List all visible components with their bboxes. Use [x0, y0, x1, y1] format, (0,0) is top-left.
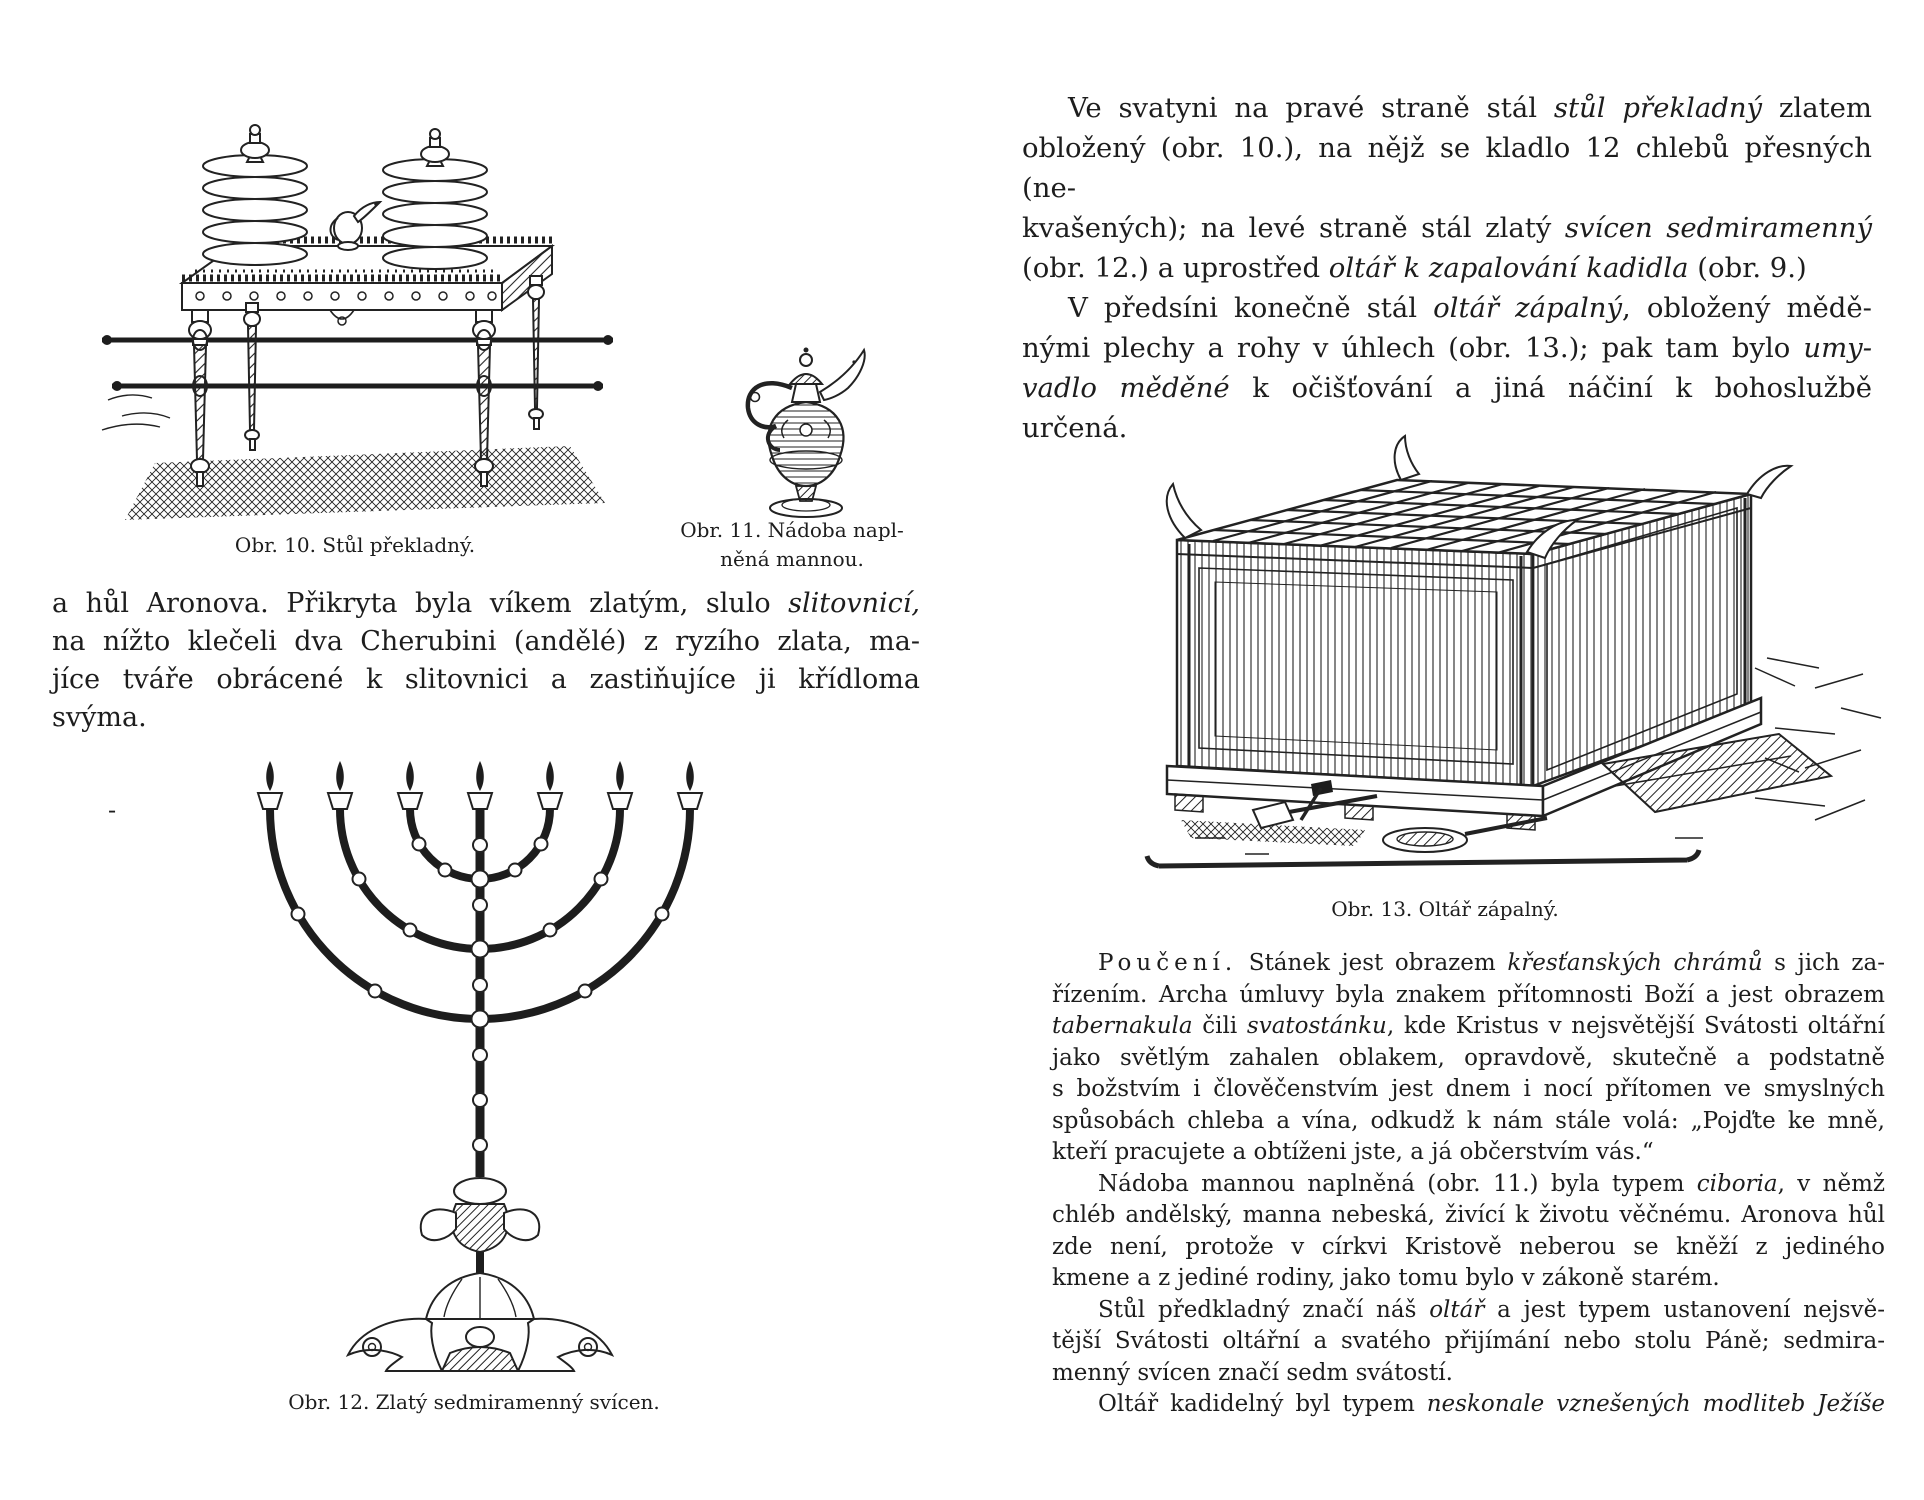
right-page-lesson-paragraphs — [1052, 948, 1885, 1421]
figure-11-caption-line1: Obr. 11. Nádoba napl- — [680, 518, 904, 542]
figure-10-caption — [140, 531, 570, 560]
text-line: spůsobách chleba a vína, odkudž k nám stále volá: „Pojďte ke mně, — [1052, 1107, 1885, 1134]
figure-13-caption-text: Obr. 13. Oltář zápalný. — [1331, 897, 1559, 921]
text-line: obložený (obr. 10.), na nějž se kladlo 12 chlebů přesných (ne- — [1022, 132, 1872, 204]
text-line: kmene a z jediné rodiny, jako tomu bylo v zákoně starém. — [1052, 1265, 1720, 1291]
text-line: nými plechy a rohy v úhlech (obr. 13.); pak tam bylo umy- — [1022, 332, 1872, 364]
text-line: jíce tváře obrácené k slitovnici a zastiňujíce ji křídloma — [52, 664, 920, 695]
figure-10-caption-text: Obr. 10. Stůl překladný. — [234, 533, 476, 557]
text-line: menný svícen značí sedm svátostí. — [1052, 1359, 1453, 1386]
table-of-showbread-illustration — [100, 78, 615, 528]
text-line: jako světlým zahalen oblakem, opravdově, skutečně a podstatně — [1052, 1044, 1885, 1071]
figure-13-caption — [1230, 895, 1660, 924]
figure-12-caption-text: Obr. 12. Zlatý sedmiramenný svícen. — [288, 1390, 660, 1414]
text-line: tější Svátosti oltářní a svatého přijímání nebo stolu Páně; sedmira- — [1052, 1328, 1885, 1354]
paragraph-stul-predkladny — [1052, 1295, 1885, 1390]
text-line: tabernakula čili svatostánku, kde Kristus v nejsvětější Svátosti oltářní — [1052, 1013, 1885, 1039]
text-line: chléb andělský, manna nebeská, živící k životu věčnému. Aronova hůl — [1052, 1202, 1885, 1228]
text-line: kteří pracujete a obtíženi jste, a já občerstvím vás.“ — [1052, 1139, 1654, 1165]
text-line: Oltář kadidelný byl typem neskonale vznešených modliteb Ježíše — [1098, 1391, 1885, 1417]
paragraph-oltar-kadidelny — [1052, 1389, 1885, 1421]
figure-13-burnt-offering-altar — [1115, 368, 1890, 886]
paragraph-pouceni — [1052, 948, 1885, 1169]
figure-12-candlestick — [180, 745, 780, 1377]
figure-11-manna-vessel — [688, 300, 918, 525]
text-line: zde není, protože v církvi Kristově neberou se kněží z jediného — [1052, 1233, 1885, 1260]
paragraph-svatyne — [1022, 88, 1872, 288]
figure-11-caption-line2: něná mannou. — [720, 547, 864, 571]
text-line: kvašených); na levé straně stál zlatý svícen sedmiramenný — [1022, 212, 1872, 244]
text-line: s božstvím i člověčenstvím jest dnem i nocí přítomen ve smyslných — [1052, 1076, 1885, 1102]
figure-10-table-of-showbread — [100, 78, 615, 528]
burnt-offering-altar-illustration — [1115, 368, 1890, 886]
text-line: a hůl Aronova. Přikryta byla víkem zlatým, slulo slitovnicí, — [52, 588, 920, 619]
figure-12-caption — [174, 1388, 774, 1417]
text-line: V předsíni konečně stál oltář zápalný, obložený mědě- — [1068, 292, 1872, 324]
print-artifact-dash: - — [108, 796, 117, 824]
manna-vessel-illustration — [688, 300, 918, 525]
text-line: na nížto klečeli dva Cherubini (andělé) z ryzího zlata, ma- — [52, 626, 920, 657]
text-line: Poučení. Stánek jest obrazem křesťanských chrámů s jich za- — [1098, 950, 1885, 976]
paragraph-nadoba — [1052, 1169, 1885, 1295]
text-line: Stůl předkladný značí náš oltář a jest typem ustanovení nejsvě- — [1098, 1296, 1885, 1323]
text-line: Ve svatyni na pravé straně stál stůl překladný zlatem — [1068, 92, 1872, 124]
text-line: řízením. Archa úmluvy byla znakem přítomnosti Boží a jest obrazem — [1052, 981, 1885, 1008]
text-line: Nádoba mannou naplněná (obr. 11.) byla typem ciboria, v němž — [1098, 1170, 1885, 1197]
left-page-body-paragraph — [52, 585, 920, 737]
text-line: svýma. — [52, 702, 147, 733]
text-line: (obr. 12.) a uprostřed oltář k zapalování kadidla (obr. 9.) — [1022, 252, 1807, 284]
seven-branched-candlestick-illustration — [180, 745, 780, 1377]
figure-11-caption — [642, 516, 942, 574]
text-line: vadlo měděné k očišťování a jiná náčiní k bohoslužbě určená. — [1022, 372, 1873, 444]
